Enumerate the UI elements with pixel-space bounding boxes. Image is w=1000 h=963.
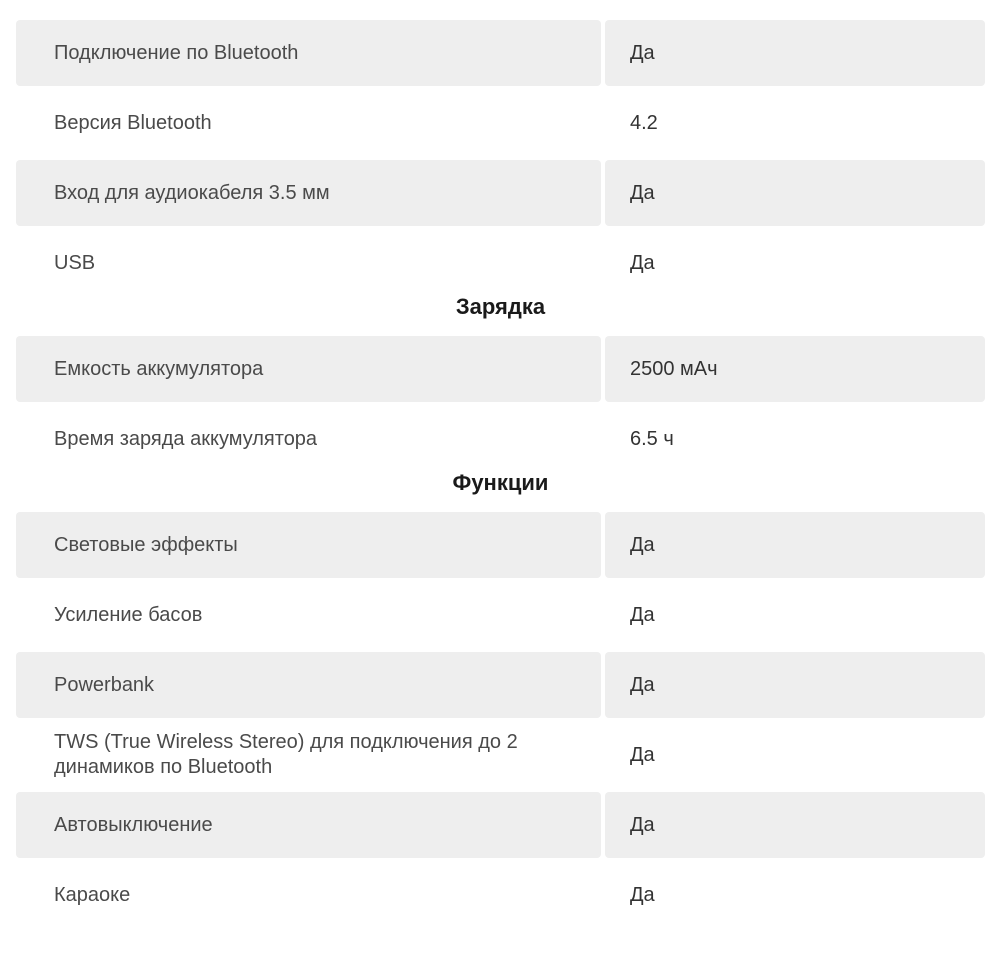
spec-name: Караоке (54, 883, 131, 906)
spec-name: TWS (True Wireless Stereo) для подключения до 2 динамиков по Bluetooth (54, 731, 518, 778)
specifications-table (16, 20, 985, 928)
spec-name: Версия Bluetooth (54, 111, 212, 134)
spec-name: Автовыключение (16, 792, 601, 858)
spec-name: Световые эффекты (16, 512, 601, 578)
spec-value: Да (605, 792, 985, 858)
spec-row (16, 20, 985, 86)
spec-name: Время заряда аккумулятора (54, 427, 318, 450)
spec-row (16, 862, 985, 928)
spec-value: Да (630, 251, 655, 274)
spec-row (16, 512, 985, 578)
spec-value: Да (605, 160, 985, 226)
section-title-functions: Функции (452, 470, 549, 495)
spec-row (16, 160, 985, 226)
spec-row (16, 722, 985, 788)
spec-name: USB (54, 251, 96, 274)
spec-name: Powerbank (16, 652, 601, 718)
spec-value: Да (605, 652, 985, 718)
spec-value: Да (605, 20, 985, 86)
spec-row (16, 652, 985, 718)
spec-value: Да (630, 883, 655, 906)
spec-row (16, 406, 985, 472)
spec-name: Подключение по Bluetooth (16, 20, 601, 86)
spec-row (16, 792, 985, 858)
spec-value: 6.5 ч (630, 427, 674, 450)
spec-row (16, 230, 985, 296)
spec-name: Емкость аккумулятора (16, 336, 601, 402)
spec-name: Вход для аудиокабеля 3.5 мм (16, 160, 601, 226)
spec-value: 4.2 (630, 111, 658, 134)
spec-row (16, 90, 985, 156)
spec-value: Да (630, 603, 655, 626)
section-title-charging: Зарядка (455, 294, 546, 319)
spec-row (16, 582, 985, 648)
spec-value: Да (630, 743, 655, 766)
spec-value: Да (605, 512, 985, 578)
spec-value: 2500 мАч (605, 336, 985, 402)
spec-row (16, 336, 985, 402)
spec-name: Усиление басов (54, 603, 203, 626)
